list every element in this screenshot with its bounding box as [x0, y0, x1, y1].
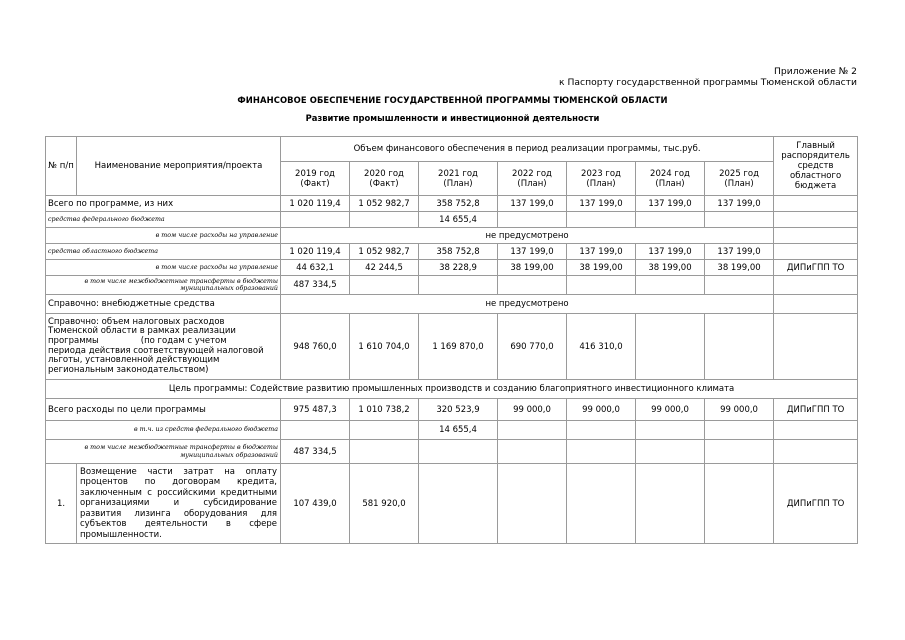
- row-label: в том числе расходы на управление: [46, 260, 281, 276]
- item-number: 1.: [46, 464, 77, 544]
- row-label: Справочно: объем налоговых расходов Тюменской области в рамках реализации программы (по годам с учетом периода действия соответствующей налоговой льготы, установленной действующим региональным законодательством): [46, 314, 281, 380]
- table-row-goal-transfer: [46, 440, 858, 464]
- cell-value: 358 752,8: [419, 244, 498, 260]
- cell-value: 107 439,0: [281, 464, 350, 544]
- table-row-regional: [46, 244, 858, 260]
- cell-value: 99 000,0: [567, 399, 636, 421]
- table-row-offbudget: [46, 295, 858, 314]
- cell-value: 137 199,0: [567, 196, 636, 212]
- appendix-note: [559, 66, 857, 88]
- cell-value: 38 199,00: [498, 260, 567, 276]
- cell-value: 1 610 704,0: [350, 314, 419, 380]
- cell-value: 1 052 982,7: [350, 196, 419, 212]
- cell-value: 1 052 982,7: [350, 244, 419, 260]
- cell-manager: ДИПиГПП ТО: [774, 464, 858, 544]
- cell-value: 137 199,0: [567, 244, 636, 260]
- year-header: 2020 год (Факт): [350, 162, 419, 196]
- row-label: Справочно: внебюджетные средства: [46, 295, 281, 314]
- goal-label: Цель программы: Содействие развитию промышленных производств и созданию благоприятного инвестиционного климата: [46, 380, 858, 399]
- cell-value: 38 199,00: [636, 260, 705, 276]
- cell-value: 137 199,0: [705, 196, 774, 212]
- document-title: ФИНАНСОВОЕ ОБЕСПЕЧЕНИЕ ГОСУДАРСТВЕННОЙ ПРОГРАММЫ ТЮМЕНСКОЙ ОБЛАСТИ: [237, 95, 668, 105]
- cell-value: 137 199,0: [636, 196, 705, 212]
- year-header: 2025 год (План): [705, 162, 774, 196]
- row-label: в том числе расходы на управление: [46, 228, 281, 244]
- row-label: средства федерального бюджета: [46, 212, 281, 228]
- cell-value: 487 334,5: [281, 276, 350, 295]
- year-header: 2023 год (План): [567, 162, 636, 196]
- cell-value: 320 523,9: [419, 399, 498, 421]
- cell-value: 1 169 870,0: [419, 314, 498, 380]
- table-row-regional-mgmt: [46, 260, 858, 276]
- cell-value: 38 199,00: [567, 260, 636, 276]
- cell-value: 99 000,0: [636, 399, 705, 421]
- table-row-federal: [46, 212, 858, 228]
- cell-manager: ДИПиГПП ТО: [774, 260, 858, 276]
- col-header-num: № п/п: [46, 137, 77, 196]
- cell-value: 99 000,0: [498, 399, 567, 421]
- cell-value: 99 000,0: [705, 399, 774, 421]
- cell-note: не предусмотрено: [281, 228, 774, 244]
- row-label: Всего по программе, из них: [46, 196, 281, 212]
- table-row-federal-mgmt: [46, 228, 858, 244]
- row-label: средства областного бюджета: [46, 244, 281, 260]
- cell-value: 1 020 119,4: [281, 196, 350, 212]
- cell-value: 1 010 738,2: [350, 399, 419, 421]
- cell-value: 487 334,5: [281, 440, 350, 464]
- table-row-total: [46, 196, 858, 212]
- cell-value: 1 020 119,4: [281, 244, 350, 260]
- cell-note: не предусмотрено: [281, 295, 774, 314]
- cell-value: 137 199,0: [636, 244, 705, 260]
- table-row-goal-total: [46, 399, 858, 421]
- appendix-number: Приложение № 2: [773, 66, 857, 77]
- financing-table: [45, 136, 858, 544]
- table-header-row: [46, 137, 858, 162]
- cell-value: 690 770,0: [498, 314, 567, 380]
- row-label: Всего расходы по цели программы: [46, 399, 281, 421]
- cell-value: 42 244,5: [350, 260, 419, 276]
- cell-value: 38 199,00: [705, 260, 774, 276]
- year-header: 2024 год (План): [636, 162, 705, 196]
- cell-value: 948 760,0: [281, 314, 350, 380]
- year-header: 2019 год (Факт): [281, 162, 350, 196]
- cell-value: 137 199,0: [498, 196, 567, 212]
- appendix-reference: к Паспорту государственной программы Тюменской области: [559, 77, 857, 88]
- cell-value: 44 632,1: [281, 260, 350, 276]
- cell-value: 416 310,0: [567, 314, 636, 380]
- col-header-volume: Объем финансового обеспечения в период реализации программы, тыс.руб.: [281, 137, 774, 162]
- year-header: 2021 год (План): [419, 162, 498, 196]
- year-header: 2022 год (План): [498, 162, 567, 196]
- cell-value: 14 655,4: [419, 421, 498, 440]
- cell-value: 137 199,0: [705, 244, 774, 260]
- cell-manager: ДИПиГПП ТО: [774, 399, 858, 421]
- row-label: в том числе межбюджетные трансферты в бюджеты муниципальных образований: [46, 440, 281, 464]
- cell-value: 975 487,3: [281, 399, 350, 421]
- cell-value: 581 920,0: [350, 464, 419, 544]
- document-subtitle: Развитие промышленности и инвестиционной деятельности: [305, 113, 600, 123]
- row-label: в т.ч. из средств федерального бюджета: [46, 421, 281, 440]
- row-label: в том числе межбюджетные трансферты в бюджеты муниципальных образований: [46, 276, 281, 295]
- cell-value: 137 199,0: [498, 244, 567, 260]
- table-row-regional-transfer: [46, 276, 858, 295]
- col-header-name: Наименование мероприятия/проекта: [77, 137, 281, 196]
- item-description: Возмещение части затрат на оплату процентов по договорам кредита, заключенным с российскими кредитными организациями и субсидирование развития лизинга оборудования для субъектов деятельности в сфере промышленности.: [77, 464, 281, 544]
- cell-value: 38 228,9: [419, 260, 498, 276]
- col-header-manager: Главный распорядитель средств областного бюджета: [774, 137, 858, 196]
- cell-value: 14 655,4: [419, 212, 498, 228]
- table-row-goal: [46, 380, 858, 399]
- table-row-goal-federal: [46, 421, 858, 440]
- table-row-item-1: [46, 464, 858, 544]
- table-row-tax: [46, 314, 858, 380]
- cell-value: 358 752,8: [419, 196, 498, 212]
